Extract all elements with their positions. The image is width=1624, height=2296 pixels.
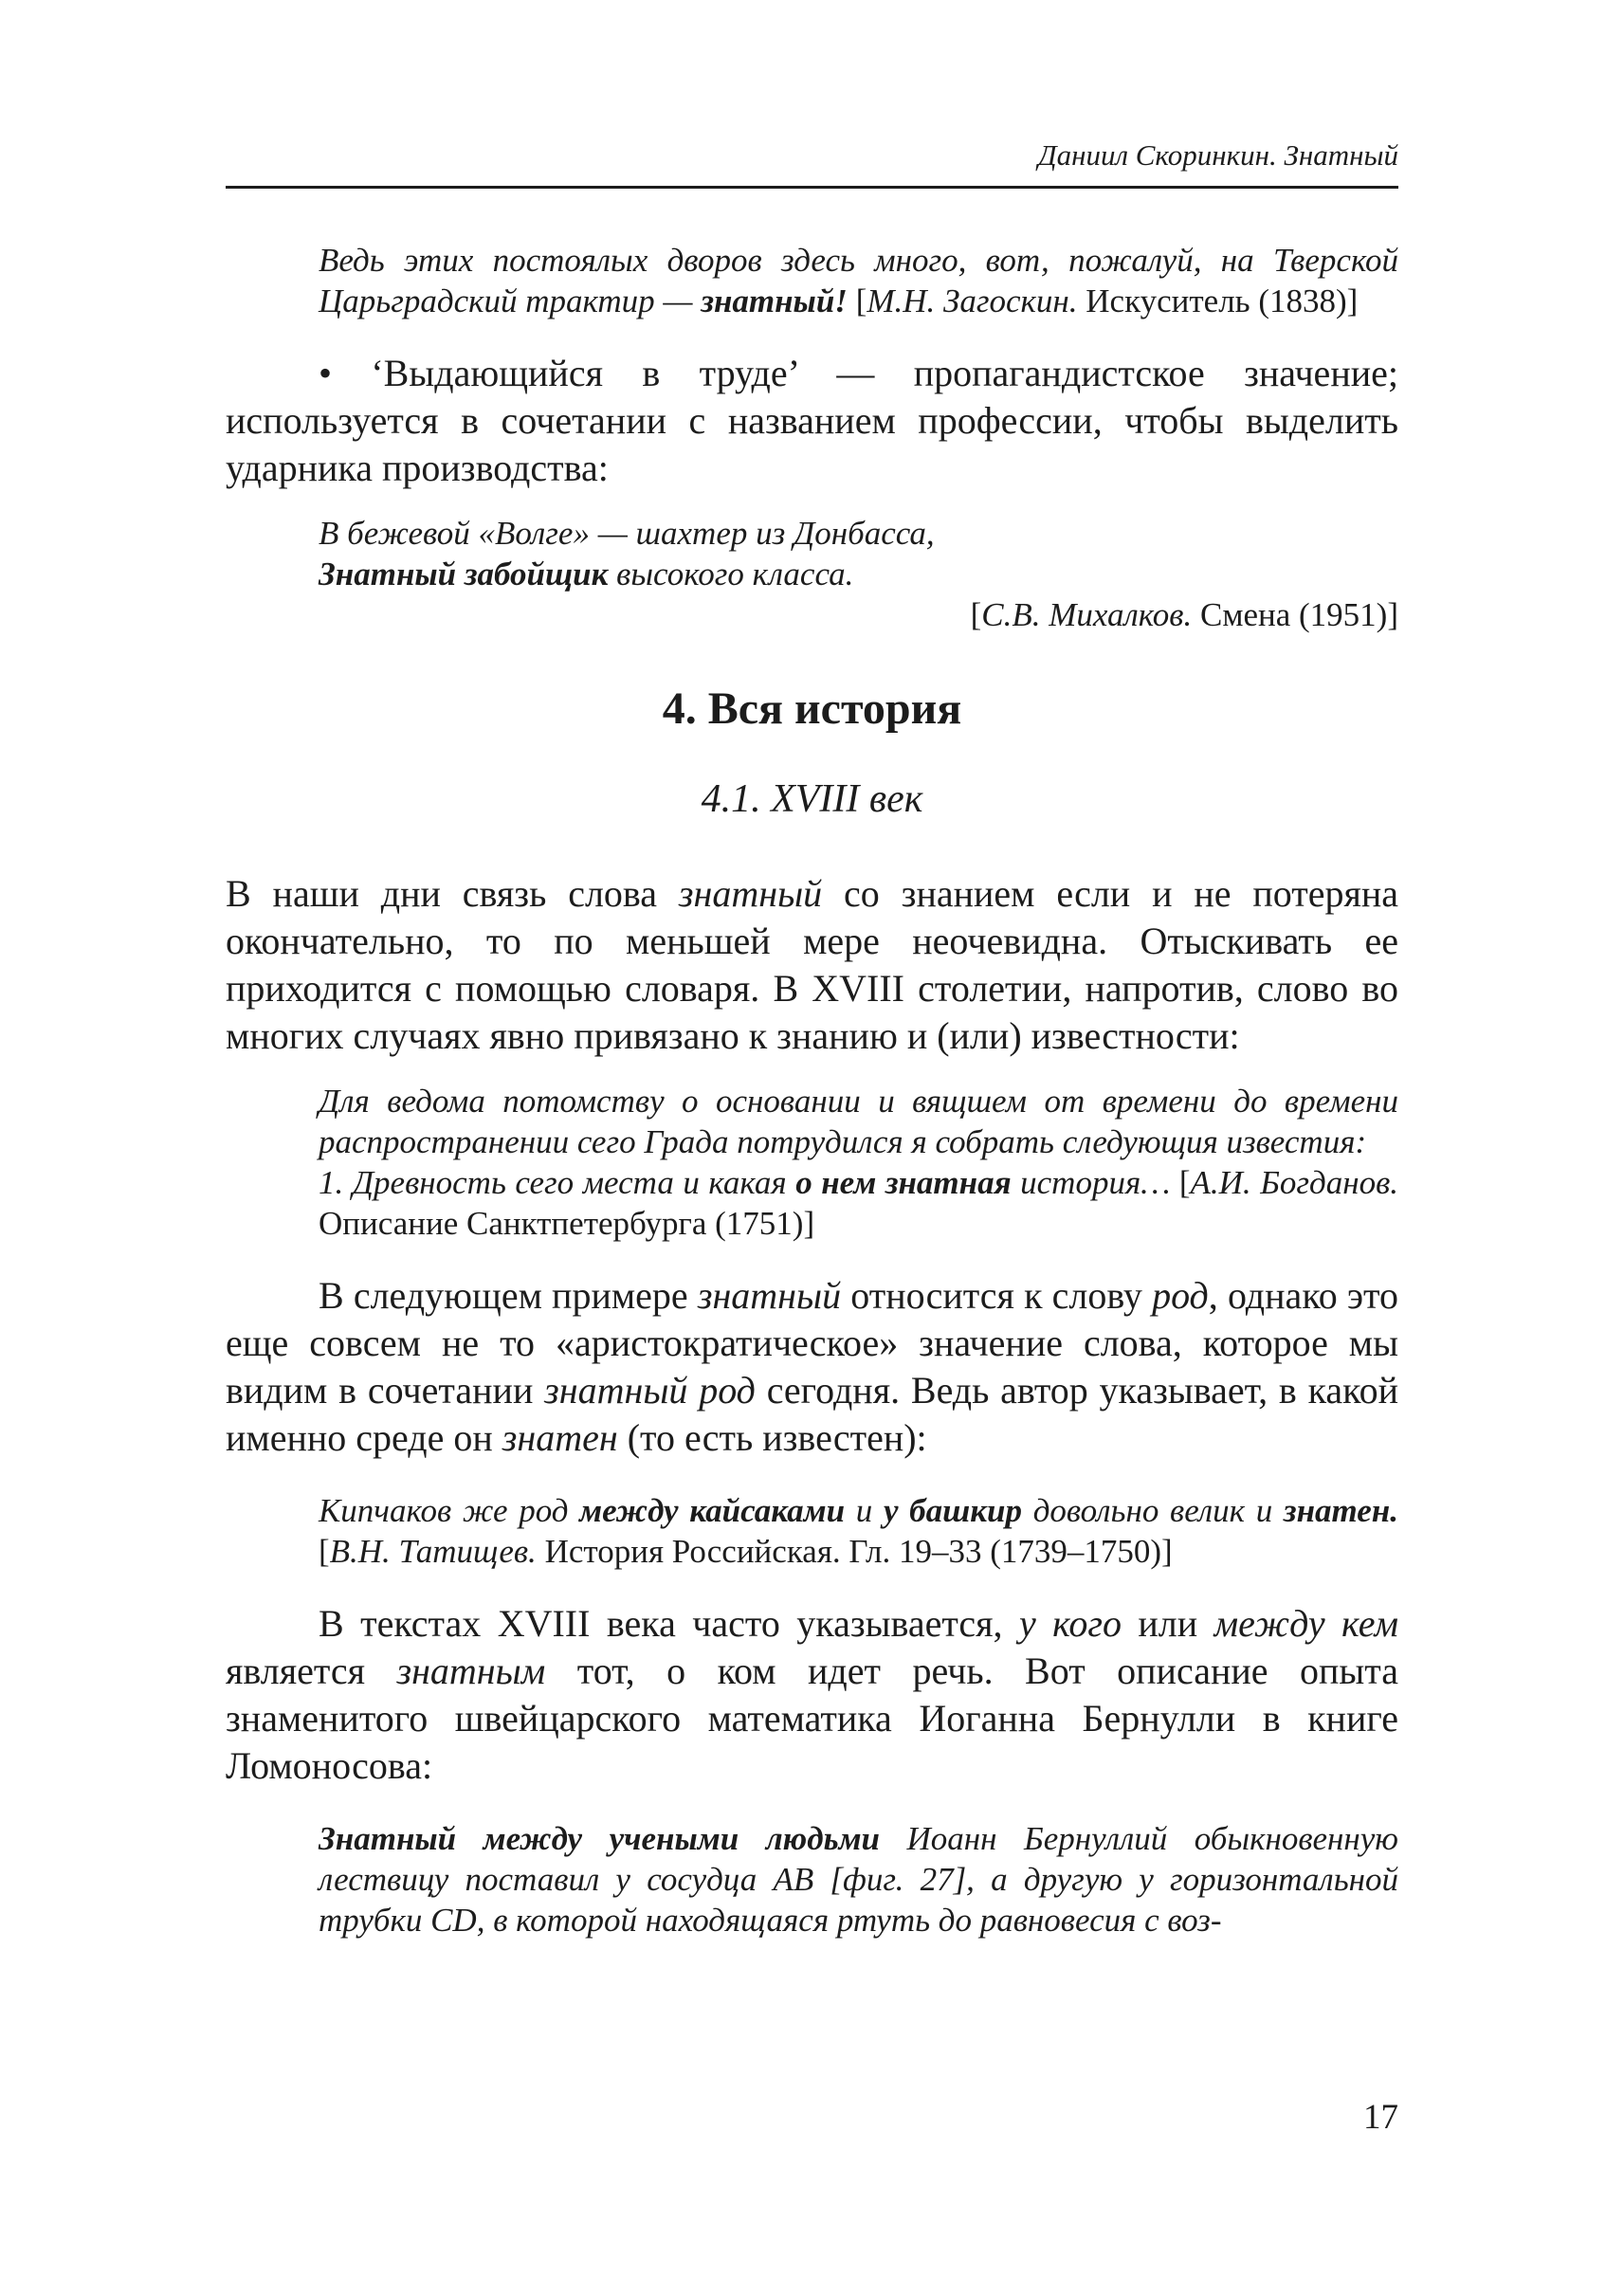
body-text <box>226 240 1398 1941</box>
text-run: довольно велик и <box>1022 1492 1284 1529</box>
text-run: (то есть известен): <box>617 1416 927 1459</box>
verse-quote <box>319 513 1398 635</box>
quote-lomonosov <box>319 1818 1398 1941</box>
text-run: является <box>226 1649 397 1692</box>
paragraph-1 <box>226 870 1398 1060</box>
header-rule <box>226 186 1398 189</box>
quote-emphasis: Знатный между учеными людьми <box>319 1820 881 1857</box>
source-title: Искуситель (1838)] <box>1077 282 1359 319</box>
italic-run: между кем <box>1213 1602 1399 1645</box>
quote-line: Для ведома потомству о основании и вящшем от времени до времени распространении сего Града потрудился я собрать следующия известия: <box>319 1083 1398 1160</box>
quote-emphasis: знатен. <box>1283 1492 1398 1529</box>
quote-bogdanov <box>319 1081 1398 1244</box>
verse-source <box>319 594 1398 635</box>
text-run: В текстах XVIII века часто указывается, <box>319 1602 1019 1645</box>
text-run: со знанием если и не потеряна окончательно, то по меньшей мере неочевидна. Отыскивать ее приходится с помощью словаря. В XVIII столетии, напротив, слово во многих случаях явно привязано к знанию и (или) известности: <box>226 872 1399 1057</box>
text-run: или <box>1121 1602 1214 1645</box>
text-run: , однако это еще совсем не то «аристократическое» значение слова, которое мы видим в сочетании <box>226 1274 1398 1412</box>
source-title: Описание Санктпетербурга (1751)] <box>319 1205 815 1242</box>
source-title: Смена (1951)] <box>1192 596 1398 633</box>
paragraph-2 <box>226 1272 1398 1462</box>
subsection-title: 4.1. XVIII век <box>701 777 923 821</box>
source-open: [ <box>970 596 982 633</box>
text-run: В следующем примере <box>319 1274 698 1317</box>
text-run: Иоанн Бернуллий обыкновенную лествицу поставил у сосудца АВ [фиг. 27], а другую у горизонтальной трубки CD, в которой находящаяся ртуть до равновесия с воз- <box>319 1820 1398 1939</box>
italic-run: знатный <box>697 1274 842 1317</box>
quote-emphasis: знатный! <box>701 282 848 319</box>
verse-line-1: В бежевой «Волге» — шахтер из Донбасса, <box>319 515 935 552</box>
italic-run: знатный <box>678 872 823 915</box>
page-number: 17 <box>1363 2098 1398 2137</box>
source-author: А.И. Богданов. <box>1190 1164 1399 1201</box>
verse-rest: высокого класса. <box>608 556 854 592</box>
italic-run: знатный род <box>544 1369 756 1412</box>
source-open: [ <box>847 282 867 319</box>
source-author: В.Н. Татищев. <box>329 1533 537 1570</box>
source-open: [ <box>1178 1164 1191 1201</box>
source-author: С.В. Михалков. <box>981 596 1193 633</box>
quote-zagoskin <box>319 240 1398 321</box>
quote-text: Ведь этих постоялых дворов здесь много, вот, пожалуй, на Тверской Царьградский трактир — <box>319 242 1398 319</box>
text-run: Кипчаков же род <box>319 1492 580 1529</box>
running-head: Даниил Скоринкин. Знатный <box>1037 138 1398 172</box>
bullet-paragraph: • ‘Выдающийся в труде’ — пропагандистское значение; используется в сочетании с названием профессии, чтобы выделить ударника производства: <box>226 352 1398 489</box>
italic-run: род <box>1152 1274 1209 1317</box>
source-author: М.Н. Загоскин. <box>867 282 1078 319</box>
italic-run: знатен <box>502 1416 618 1459</box>
text-run: история… <box>1011 1164 1179 1201</box>
verse-line-2 <box>319 554 1398 594</box>
text-run: сегодня. Ведь автор указывает, в какой именно среде он <box>226 1369 1398 1459</box>
quote-emphasis: о нем знатная <box>795 1164 1012 1201</box>
paragraph-3 <box>226 1600 1398 1790</box>
verse-emphasis: Знатный забойщик <box>319 556 609 592</box>
quote-tatishchev <box>319 1490 1398 1572</box>
italic-run: у кого <box>1018 1602 1122 1645</box>
text-run: 1. Древность сего места и какая <box>319 1164 796 1201</box>
quote-emphasis: между кайсаками <box>579 1492 846 1529</box>
source-open: [ <box>319 1533 330 1570</box>
text-run: и <box>845 1492 884 1529</box>
quote-emphasis: у башкир <box>883 1492 1022 1529</box>
text-run: относится к слову <box>841 1274 1153 1317</box>
text-run: В наши дни связь слова <box>226 872 679 915</box>
text-run: тот, о ком идет речь. Вот описание опыта знаменитого швейцарского математика Иоганна Бернулли в книге Ломоносова: <box>226 1649 1398 1787</box>
section-title: 4. Вся история <box>662 683 962 734</box>
italic-run: знатным <box>396 1649 546 1692</box>
source-title: История Российская. Гл. 19–33 (1739–1750)] <box>536 1533 1173 1570</box>
quote-line <box>319 1162 1398 1244</box>
